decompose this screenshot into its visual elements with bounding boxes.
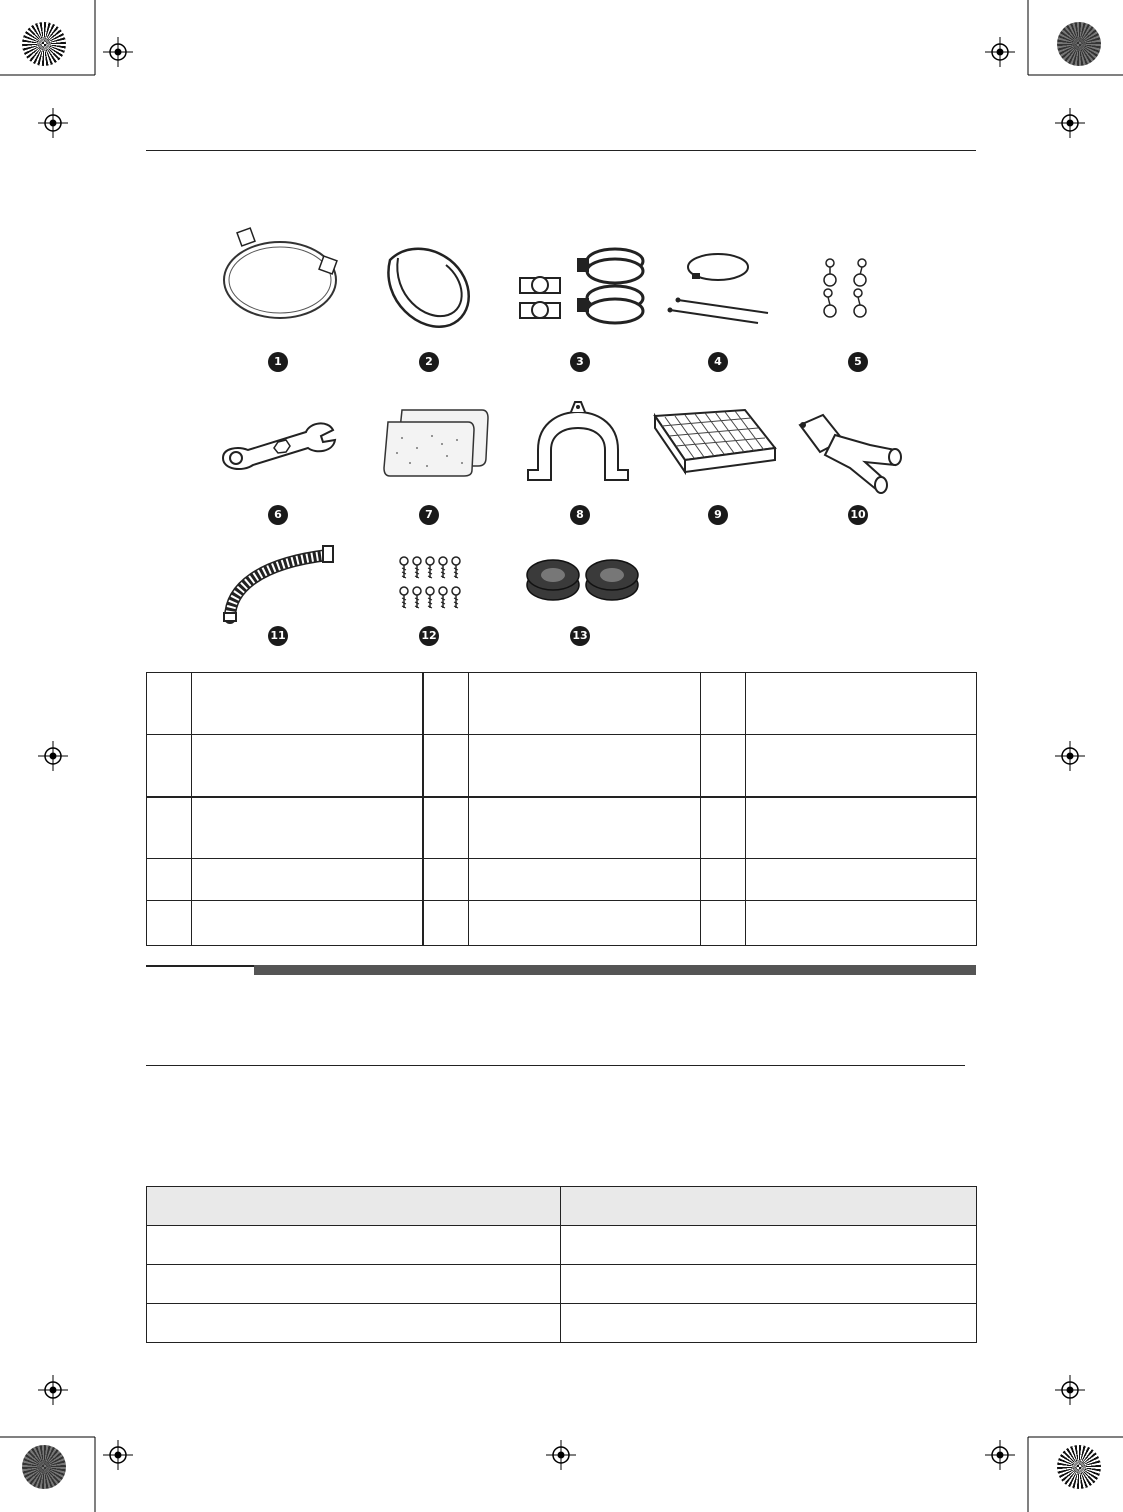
cap-covers-icon xyxy=(818,255,878,325)
part-number-badge: 4 xyxy=(708,352,728,372)
part-number-badge: 2 xyxy=(419,352,439,372)
accessories-table xyxy=(146,672,977,946)
section-heading-bar-fill xyxy=(254,965,976,975)
registration-target-icon xyxy=(985,1440,1015,1470)
color-registration-patch xyxy=(22,22,66,66)
table-row xyxy=(147,1304,977,1343)
elbow-bracket-icon xyxy=(523,400,633,485)
color-registration-patch xyxy=(22,1445,66,1489)
part-number-badge: 12 xyxy=(419,626,439,646)
part-number-badge: 3 xyxy=(570,352,590,372)
registration-target-icon xyxy=(38,1375,68,1405)
drain-hose-icon xyxy=(220,543,340,625)
table-row xyxy=(147,901,977,946)
part-number-badge: 5 xyxy=(848,352,868,372)
clamp-and-cable-ties-icon xyxy=(668,245,773,325)
registration-target-icon xyxy=(103,37,133,67)
y-connector-icon xyxy=(795,410,905,495)
anti-vibration-pads-icon xyxy=(525,553,640,603)
screws-icon xyxy=(397,556,467,612)
table-row xyxy=(147,859,977,901)
header-rule xyxy=(146,150,976,151)
part-number-badge: 11 xyxy=(268,626,288,646)
table-row xyxy=(147,735,977,797)
registration-target-icon xyxy=(985,37,1015,67)
part-number-badge: 10 xyxy=(848,505,868,525)
part-number-badge: 8 xyxy=(570,505,590,525)
table-row xyxy=(147,1265,977,1304)
registration-target-icon xyxy=(546,1440,576,1470)
registration-target-icon xyxy=(103,1440,133,1470)
registration-target-icon xyxy=(38,108,68,138)
hose-clamps-icon xyxy=(515,243,650,338)
part-number-badge: 13 xyxy=(570,626,590,646)
section-heading-bar xyxy=(146,965,254,967)
color-registration-patch xyxy=(1057,22,1101,66)
color-registration-patch xyxy=(1057,1445,1101,1489)
table-row xyxy=(147,1226,977,1265)
inlet-hose-icon xyxy=(215,225,345,325)
part-number-badge: 9 xyxy=(708,505,728,525)
specification-table xyxy=(146,1186,977,1343)
steam-hose-icon xyxy=(380,240,480,335)
subsection-rule xyxy=(146,1065,965,1066)
anti-slip-sheets-icon xyxy=(382,408,492,478)
registration-target-icon xyxy=(1055,1375,1085,1405)
drying-rack-icon xyxy=(650,408,780,478)
table-row xyxy=(147,673,977,735)
table-row xyxy=(147,797,977,859)
registration-target-icon xyxy=(1055,108,1085,138)
part-number-badge: 6 xyxy=(268,505,288,525)
table-header-row xyxy=(147,1187,977,1226)
part-number-badge: 7 xyxy=(419,505,439,525)
registration-target-icon xyxy=(1055,741,1085,771)
spanner-icon xyxy=(218,420,338,470)
registration-target-icon xyxy=(38,741,68,771)
part-number-badge: 1 xyxy=(268,352,288,372)
